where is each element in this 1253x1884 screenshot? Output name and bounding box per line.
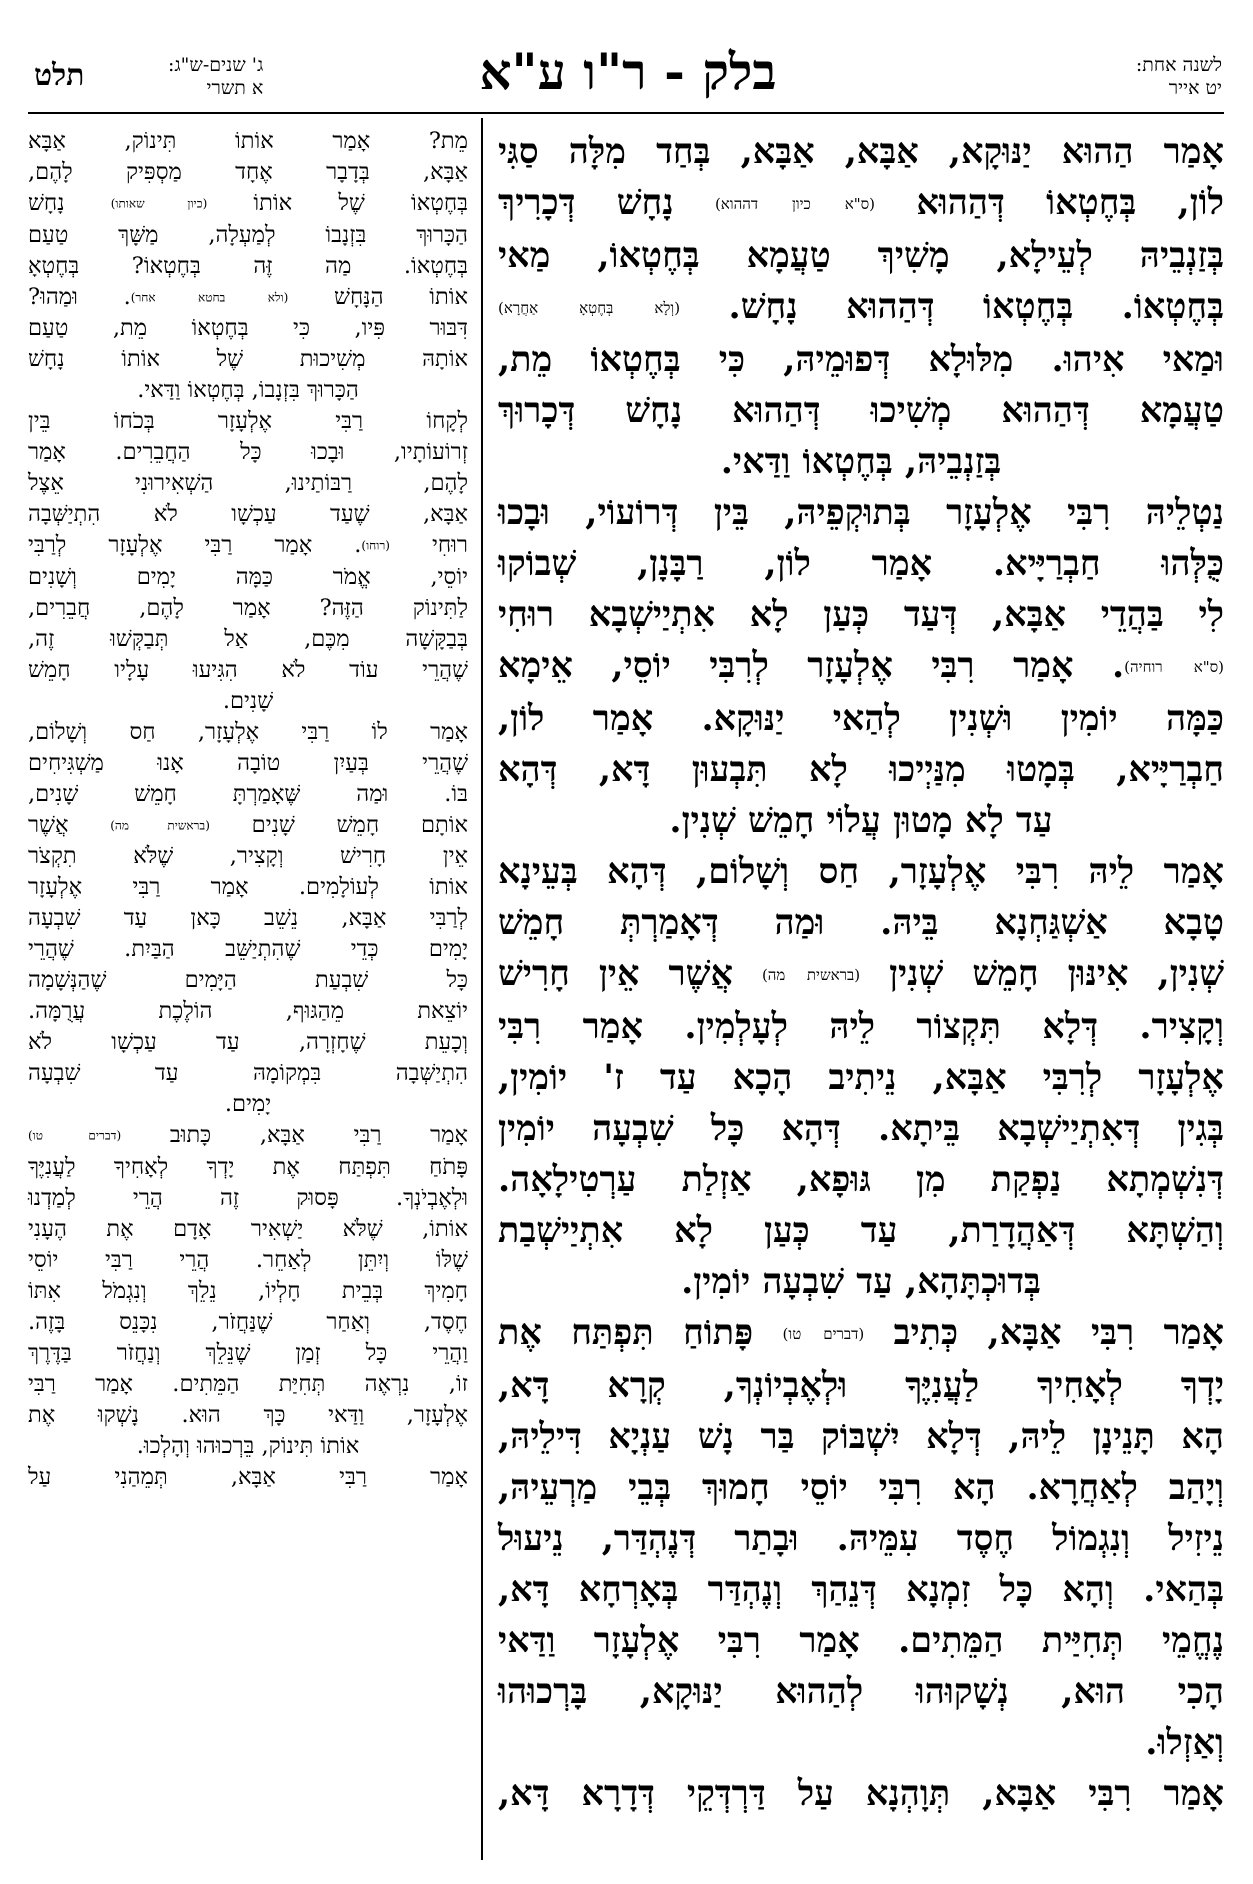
- side-text-line: בּוֹ. וּמַה שֶּׁאָמַרְתָּ חָמֵשׁ שָׁנִים,: [28, 780, 468, 807]
- main-text-line: אָמַר רִבִּי אַבָּא, תְּוָהְנָא עַל דַּרְדְּקֵי דְּדָרָא דָּא,: [498, 1773, 1224, 1814]
- side-text-line: שֶׁהֲרֵי בְּעַיִן טוֹבָה אָנוּ מַשְׁגִּיחִים: [28, 749, 468, 776]
- side-text-line: פָּתֹחַ תִּפְתַּח אֶת יָדְךָ לְאָחִיךָ לַעֲנִיֶּךָ: [28, 1153, 468, 1180]
- main-text-line: שְׁנִין, אִינּוּן חָמֵשׁ שְׁנִין (בראשית מה) אֲשֶׁר אֵין חָרִישׁ: [498, 953, 1224, 994]
- side-text-line: שֶׁלּוֹ וְיִתֵּן לְאַחֵר. הֲרֵי רַבִּי יוֹסֵי: [28, 1246, 468, 1273]
- side-text-line: אוֹתָם חָמֵשׁ שָׁנִים (בראשית מה) אֲשֶׁר: [28, 811, 468, 838]
- side-text-line: אָמַר רַבִּי אַבָּא, כָּתוּב (דברים טו): [28, 1122, 468, 1148]
- main-text-line: נֶחֱמֵי תְּחִיַּית הַמֵּתִים. אָמַר רִבִּי אֶלְעָזָר וַדַּאי: [498, 1620, 1224, 1661]
- source-reference: (דברים טו): [28, 1128, 122, 1143]
- side-text-line: בְּחֶטְאוֹ שֶׁל אוֹתוֹ (כיון שאותו) נָחָשׁ: [28, 190, 468, 216]
- side-text-line: שָׁנִים.: [222, 687, 274, 714]
- three-year-cycle-label: [168, 54, 263, 100]
- hebrew-translation-column: [28, 126, 468, 1493]
- side-text-line: זוֹ, נִרְאֶה תְּחִיַּת הַמֵּתִים. אָמַר רַבִּי: [28, 1370, 468, 1397]
- side-text-line: וַהֲרֵי כָּל זְמַן שֶׁנֵּלֵךְ וְנַחֲזֹר בַּדֶּרֶךְ: [28, 1339, 468, 1366]
- source-reference: (בראשית מה): [110, 818, 210, 832]
- main-text-line: אֶלְעָזָר לְרִבִּי אַבָּא, נֵיתִיב הָכָא עַד ז' יוֹמִין,: [498, 1057, 1224, 1098]
- side-text-line: לְקָחוֹ רַבִּי אֶלְעָזָר בְּכֹחוֹ בֵּין: [28, 408, 468, 434]
- side-text-line: שֶׁהֲרֵי עוֹד לֹא הִגִּיעוּ עָלָיו חָמֵשׁ: [28, 656, 468, 683]
- side-text-line: אָמַר לוֹ רַבִּי אֶלְעָזָר, חַס וְשָׁלוֹם,: [28, 718, 468, 745]
- one-year-cycle-date: יט אייר: [1168, 77, 1222, 99]
- main-text-line: וְהַשְׁתָּא דְּאַהֲדָרַת, עַד כְּעַן לָא אִתְיַישְׁבַת: [498, 1210, 1224, 1251]
- main-text-line: (ס"א רוחיה). אָמַר רִבִּי אֶלְעָזָר לְרִבִּי יוֹסֵי, אֵימָא: [498, 645, 1224, 686]
- one-year-cycle-title: לשנה אחת:: [1135, 54, 1222, 76]
- source-reference: (ס"א כיון דההוא): [714, 195, 876, 213]
- main-text-line: טָבָא אַשְׁגַּחְנָא בֵּיהּ. וּמַה דְּאָמַרְתְּ חָמֵשׁ: [498, 902, 1224, 943]
- main-text-line: וְיָהַב לְאַחֲרָא. הָא רִבִּי יוֹסֵי חָמוּךְ בְּבֵי מַרְעֵיהּ,: [498, 1467, 1224, 1508]
- main-text-line: וּמַאי אִיהוּ. מִלּוּלָא דְּפוּמֵיהּ, כִּי בְּחֶטְאוֹ מֵת,: [498, 339, 1224, 380]
- one-year-cycle-label: [1136, 54, 1222, 100]
- column-separator: [481, 118, 483, 1860]
- main-text-line: אָמַר לֵיהּ רִבִּי אֶלְעָזָר, חַס וְשָׁלוֹם, דְּהָא בְּעֵינָא: [498, 851, 1224, 892]
- side-text-line: אַבָּא, בְּדָבָר אֶחָד מַסְפִּיק לָהֶם,: [28, 159, 468, 185]
- side-text-line: בְּבַקָּשָׁה מִכֶּם, אַל תְּבַקְּשׁוּ זֶה,: [28, 625, 468, 652]
- page-header: [28, 40, 1224, 112]
- main-text-line: עַד לָא מָטוּן עֲלוֹי חָמֵשׁ שְׁנִין.: [669, 800, 1053, 841]
- side-text-line: חָמִיךְ בְּבֵית חָלְיוֹ, נֵלֵךְ וְנִגְמֹל אִתּוֹ: [28, 1277, 468, 1304]
- three-year-cycle-date: א תשרי: [206, 77, 264, 99]
- side-text-line: רוּחִי (רוחו). אָמַר רַבִּי אֶלְעָזָר לְרַבִּי: [28, 532, 468, 558]
- side-text-line: מֵת? אָמַר אוֹתוֹ תִּינוֹק, אַבָּא: [28, 128, 468, 154]
- source-reference: (רוחו): [361, 538, 390, 553]
- header-rule: [28, 112, 1224, 114]
- main-text-line: כַּמָּה יוֹמִין וּשְׁנִין לְהַאי יַנּוּקָא. אָמַר לוֹן,: [498, 698, 1224, 739]
- side-text-line: זְרוֹעוֹתָיו, וּבָכוּ כָּל הַחֲבֵרִים. אָמַר: [28, 439, 468, 465]
- side-text-line: הַכָּרוּךְ בִּזְנָבוֹ, בְּחֶטְאוֹ וַדַּאי.: [137, 377, 359, 403]
- side-text-line: הִתְיַשְּׁבָה בִּמְקוֹמָהּ עַד שִׁבְעָה: [28, 1060, 468, 1086]
- side-text-line: יָמִים כְּדֵי שֶׁהִתְיַשֵּׁב הַבַּיִת. שֶׁהֲרֵי: [28, 936, 468, 962]
- main-text-line: בְּחֶטְאוֹ. בְּחֶטְאוֹ דְּהַהוּא נָחָשׁ. (וְלָא בְּחֶטְאָ אַחֲרָא): [498, 286, 1225, 327]
- source-reference: (בראשית מה): [761, 966, 861, 984]
- three-year-cycle-title: ג' שנים-ש"ג:: [168, 54, 264, 76]
- main-text-line: לִי בַּהֲדֵי אַבָּא, דְּעַד כְּעַן לָא אִתְיַישְׁבָא רוּחִי: [498, 594, 1224, 635]
- side-text-line: אוֹתוֹ הַנָּחָשׁ (ולא בחטא אחר). וּמַהוּ?: [28, 283, 468, 310]
- side-text-line: אוֹתָהּ מְשִׁיכוּת שֶׁל אוֹתוֹ נָחָשׁ: [28, 346, 468, 372]
- main-text-line: כֻּלְּהוּ חַבְרַיָּיא. אָמַר לוֹן, רַבָּנָן, שְׁבוֹקוּ: [498, 543, 1224, 584]
- side-text-line: אוֹתוֹ, שֶׁלֹּא יַשְׁאִיר אָדָם אֶת הֶעָנִי: [28, 1215, 468, 1242]
- main-text-line: נֵיזִיל וְנִגְמוֹל חֶסֶד עִמֵּיהּ. וּבָתַר דְּנֶהְדַּר, נֵיעוּל: [498, 1518, 1224, 1559]
- side-text-line: אֵין חָרִישׁ וְקָצִיר, שֶׁלֹּא תִקְצֹר: [28, 843, 468, 869]
- side-text-line: לְרַבִּי אַבָּא, נֵשֵׁב כָּאן עַד שִׁבְעָה: [28, 905, 468, 931]
- main-text-line: נַטְלֵיהּ רִבִּי אֶלְעָזָר בְּתוּקְפֵיהּ, בֵּין דְּרוֹעוֹי, וּבָכוּ: [498, 492, 1224, 533]
- main-text-line: הָא תָּנֵינָן לֵיהּ, דְּלָא יִשְׁבּוֹק בַּר נָשׁ עַנְיָא דִּילֵיהּ,: [498, 1416, 1224, 1457]
- side-text-line: יָמִים.: [224, 1091, 272, 1117]
- side-text-line: דִּבּוּר פִּיו, כִּי בְּחֶטְאוֹ מֵת, טַעַם: [28, 315, 468, 341]
- document-page: [28, 40, 1224, 1860]
- main-text-line: בְּזַנְבֵיהּ לְעֵילָא, מָשִׁיךְ טַעֲמָא בְּחֶטְאוֹ, מַאי: [498, 235, 1224, 276]
- main-text-line: לוֹן, בְּחֶטְאוֹ דְּהַהוּא (ס"א כיון דההוא) נָחָשׁ דְּכָרִיךְ: [498, 182, 1224, 223]
- source-reference: (ס"א רוחיה): [1124, 658, 1224, 676]
- main-text-line: דְּנִשְׁמְתָא נַפְקַת מִן גּוּפָא, אַזְלַת עַרְטִילָאָה.: [498, 1159, 1224, 1200]
- side-text-line: אוֹתוֹ תִּינוֹק, בֵּרְכוּהוּ וְהָלְכוּ.: [136, 1432, 360, 1459]
- main-text-line: בְּהַאי. וְהָא כָּל זִמְנָא דְּנֵהַךְ וְנֶהְדַּר בְּאָרְחָא דָּא,: [498, 1569, 1224, 1610]
- side-text-line: חֶסֶד, וְאַחַר שֶׁנַּחֲזֹר, נִכָּנֵס בָּזֶה.: [28, 1308, 468, 1335]
- page-title: בלק - ר"ו ע"א: [479, 42, 777, 101]
- side-text-line: הַכָּרוּךְ בִּזְנָבוֹ לְמַעְלָה, מַשָּׁךְ טַעַם: [28, 221, 468, 248]
- main-text-line: בְּזַנְבֵיהּ, בְּחֶטְאוֹ וַדַּאי.: [720, 441, 1002, 482]
- source-reference: (ולא בחטא אחר): [130, 290, 289, 304]
- side-text-line: יוֹסֵי, אֱמֹר כַּמָּה יָמִים וְשָׁנִים: [28, 563, 468, 590]
- main-text-line: יָדְךָ לְאָחִיךָ לַעֲנִיֶּךָ וּלְאֶבְיוֹנְךָ, קְרָא דָּא,: [498, 1365, 1224, 1406]
- side-text-line: לַתִּינוֹק הַזֶּה? אָמַר לָהֶם, חֲבֵרִים,: [28, 594, 468, 621]
- main-text-line: וְקָצִיר. דְּלָא תִּקְצוֹר לֵיהּ לְעָלְמִין. אָמַר רִבִּי: [498, 1006, 1224, 1047]
- side-text-line: וּלְאֶבְיֹנְךָ. פָּסוּק זֶה הֲרֵי לְמַדְנוּ: [28, 1184, 468, 1211]
- source-reference: (וְלָא בְּחֶטְאָ אַחֲרָא): [498, 299, 681, 317]
- side-text-line: כָּל שִׁבְעַת הַיָּמִים שֶׁהַנְּשָׁמָה: [28, 967, 468, 993]
- main-text-line: וְאַזְלוּ.: [1145, 1722, 1224, 1763]
- main-text-line: אָמַר הַהוּא יַנּוּקָא, אַבָּא, אַבָּא, בְּחַד מִלָּה סַגִּי: [498, 131, 1224, 172]
- aramaic-main-column: [498, 126, 1224, 1819]
- main-text-line: הָכִי הוּא, נְשָׁקוּהוּ לְהַהוּא יַנּוּקָא, בָּרְכוּהוּ: [498, 1671, 1224, 1712]
- main-text-line: בְּגִין דְּאִתְיַישְׁבָא בֵּיתָא. דְּהָא כָּל שִׁבְעָה יוֹמִין: [498, 1108, 1224, 1149]
- side-text-line: לָהֶם, רַבּוֹתַינוּ, הַשְׁאִירוּנִי אֵצֶל: [28, 470, 468, 496]
- main-text-line: בְּדוּכְתָּהָא, עַד שִׁבְעָה יוֹמִין.: [681, 1261, 1041, 1302]
- page-number: תלט: [34, 58, 85, 93]
- side-text-line: יוֹצֵאת מֵהַגּוּף, הוֹלֶכֶת עֲרֻמָּה.: [28, 998, 468, 1024]
- main-text-line: טַעֲמָא דְּהַהוּא מְשִׁיכוּ דְּהַהוּא נָחָשׁ דְּכָרוּךְ: [498, 390, 1224, 431]
- side-text-line: וְכָעֵת שֶׁחָזְרָה, עַד עַכְשָׁו לֹא: [28, 1029, 468, 1055]
- side-text-line: אֶלְעָזָר, וַדַּאי כָּךְ הוּא. נָשְׁקוּ אֶת: [28, 1401, 468, 1428]
- side-text-line: אַבָּא, שֶׁעַד עַכְשָׁו לֹא הִתְיַשְּׁבָה: [28, 501, 468, 527]
- side-text-line: בְּחֶטְאוֹ. מַה זֶּה בְּחֶטְאוֹ? בְּחֶטְאָ: [28, 252, 468, 279]
- source-reference: (כיון שאותו): [110, 196, 208, 211]
- side-text-line: אָמַר רַבִּי אַבָּא, תְּמֵהַנִי עַל: [28, 1463, 468, 1490]
- main-text-line: חַבְרַיָּיא, בְּמָטוּ מִנַּיְיכוּ לָא תִּבְעוּן דָּא, דְּהָא: [498, 749, 1224, 790]
- side-text-line: אוֹתוֹ לְעוֹלָמִים. אָמַר רַבִּי אֶלְעָזָר: [28, 874, 468, 900]
- source-reference: (דברים טו): [782, 1325, 865, 1343]
- main-text-line: אָמַר רִבִּי אַבָּא, כְּתִיב (דברים טו) פָּתוֹחַ תִּפְתַּח אֶת: [498, 1312, 1224, 1353]
